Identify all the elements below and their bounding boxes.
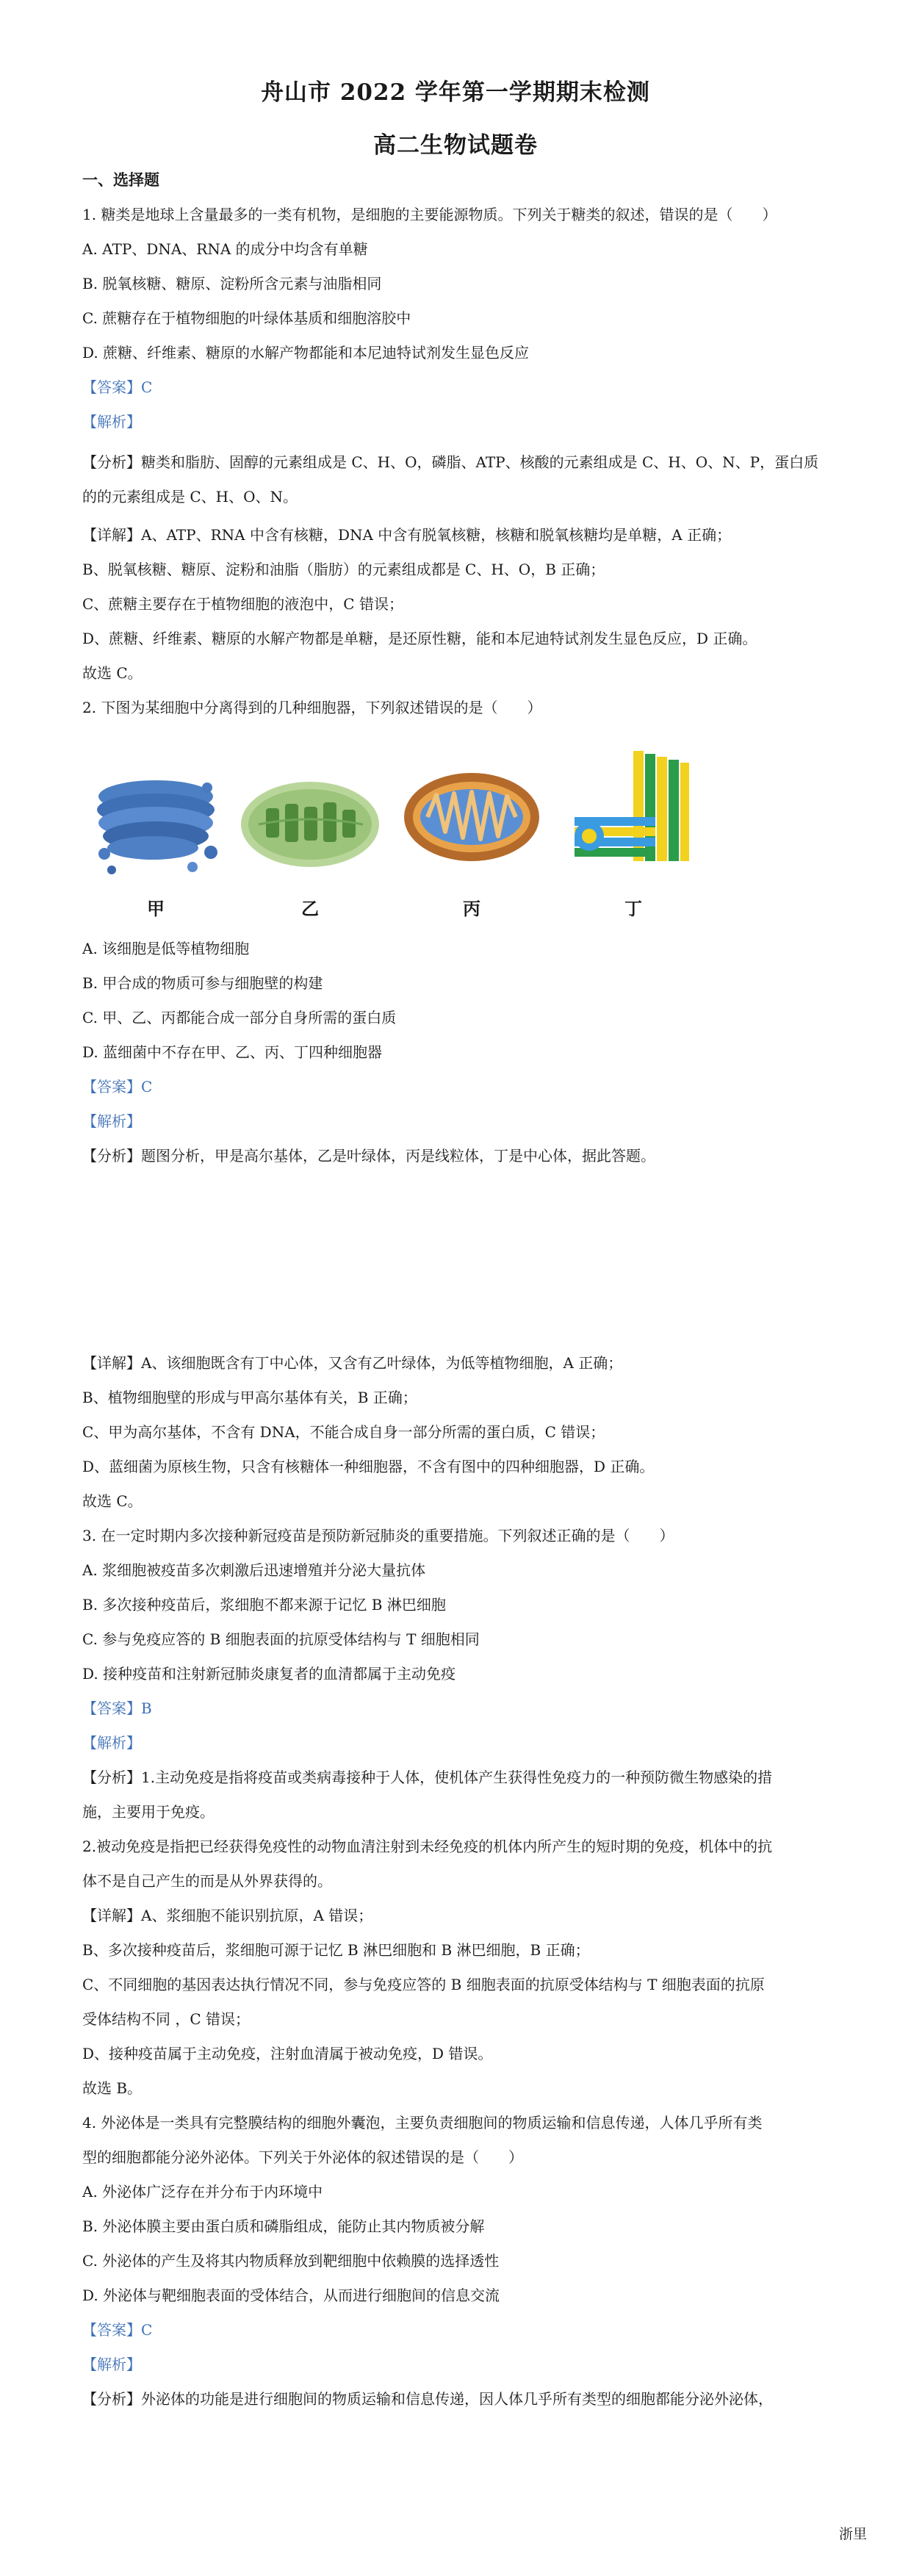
q3-option-b: B. 多次接种疫苗后，浆细胞不都来源于记忆 B 淋巴细胞: [82, 1596, 446, 1613]
q4-answer: 【答案】C: [82, 2321, 153, 2339]
q4-analysis: 【分析】外泌体的功能是进行细胞间的物质运输和信息传递，因人体几乎所有类型的细胞都能分泌外泌体，: [82, 2390, 773, 2408]
q1-jiexi: 【解析】: [82, 413, 141, 431]
q2-jiexi: 【解析】: [82, 1112, 141, 1130]
q1-option-a: A. ATP、DNA、RNA 的成分中均含有单糖: [82, 240, 368, 258]
q4-stem-1: 4. 外泌体是一类具有完整膜结构的细胞外囊泡，主要负责细胞间的物质运输和信息传递，人体几乎所有类: [82, 2114, 763, 2131]
q3-detail-2: B、多次接种疫苗后，浆细胞可源于记忆 B 淋巴细胞和 B 淋巴细胞，B 正确；: [82, 1941, 590, 1959]
q1-analysis: 【分析】糖类和脂肪、固醇的元素组成是 C、H、O，磷脂、ATP、核酸的元素组成是 C、H、O、N、P，蛋白质的的元素组成是 C、H、O、N。: [82, 453, 819, 506]
q1-option-d: D. 蔗糖、纤维素、糖原的水解产物都能和本尼迪特试剂发生显色反应: [82, 344, 530, 361]
q3-stem: 3. 在一定时期内多次接种新冠疫苗是预防新冠肺炎的重要措施。下列叙述正确的是（ ）: [82, 1527, 674, 1544]
figure-label-ding: 丁: [624, 898, 642, 919]
figure-chloroplast: [237, 744, 384, 927]
q1-stem: 1. 糖类是地球上含量最多的一类有机物，是细胞的主要能源物质。下列关于糖类的叙述，错误的是（ ）: [82, 206, 777, 223]
q2-option-a: A. 该细胞是低等植物细胞: [82, 940, 250, 957]
figure-label-bing: 丙: [463, 898, 480, 919]
q2-answer: 【答案】C: [82, 1078, 153, 1095]
figure-centriole: [560, 744, 707, 927]
figure-label-jia: 甲: [147, 898, 165, 919]
q2-detail-5: 故选 C。: [82, 1492, 143, 1510]
q1-detail-2: B、脱氧核糖、糖原、淀粉和油脂（脂肪）的元素组成都是 C、H、O，B 正确；: [82, 561, 605, 578]
q1-detail-1: 【详解】A、ATP、RNA 中含有核糖，DNA 中含有脱氧核糖，核糖和脱氧核糖均是单糖，A 正确；: [82, 526, 732, 544]
q2-option-c: C. 甲、乙、丙都能合成一部分自身所需的蛋白质: [82, 1009, 397, 1026]
q2-detail-1: 【详解】A、该细胞既含有丁中心体，又含有乙叶绿体，为低等植物细胞，A 正确；: [82, 1354, 623, 1372]
q4-option-c: C. 外泌体的产生及将其内物质释放到靶细胞中依赖膜的选择透性: [82, 2252, 500, 2270]
q4-option-d: D. 外泌体与靶细胞表面的受体结合，从而进行细胞间的信息交流: [82, 2287, 500, 2304]
title-line-1: 舟山市 2022 学年第一学期期末检测: [261, 79, 650, 106]
q3-detail-3: C、不同细胞的基因表达执行情况不同，参与免疫应答的 B 细胞表面的抗原受体结构与 T 细胞表面的抗原: [82, 1976, 765, 1993]
figure-golgi: [82, 744, 229, 927]
q3-option-a: A. 浆细胞被疫苗多次刺激后迅速增殖并分泌大量抗体: [82, 1561, 426, 1579]
q2-detail-2: B、植物细胞壁的形成与甲高尔基体有关，B 正确；: [82, 1389, 417, 1406]
organelle-figure: [82, 744, 714, 927]
q1-option-b: B. 脱氧核糖、糖原、淀粉所含元素与油脂相同: [82, 275, 382, 292]
q3-detail-4: 受体结构不同 ，C 错误；: [82, 2010, 251, 2028]
q1-answer: 【答案】C: [82, 378, 153, 396]
q2-option-d: D. 蓝细菌中不存在甲、乙、丙、丁四种细胞器: [82, 1043, 383, 1061]
q2-option-b: B. 甲合成的物质可参与细胞壁的构建: [82, 974, 323, 992]
q2-detail-4: D、蓝细菌为原核生物，只含有核糖体一种细胞器，不含有图中的四种细胞器，D 正确。: [82, 1458, 655, 1475]
page-footer: 浙里: [838, 2526, 867, 2542]
q1-detail-3: C、蔗糖主要存在于植物细胞的液泡中，C 错误；: [82, 595, 403, 613]
q3-analysis-3: 2.被动免疫是指把已经获得免疫性的动物血清注射到未经免疫的机体内所产生的短时期的免疫，机体中的抗: [82, 1838, 773, 1855]
figure-mitochondrion: [398, 744, 545, 927]
title-line-2: 高二生物试题卷: [373, 132, 538, 159]
q4-option-a: A. 外泌体广泛存在并分布于内环境中: [82, 2183, 323, 2201]
q4-option-b: B. 外泌体膜主要由蛋白质和磷脂组成，能防止其内物质被分解: [82, 2217, 485, 2235]
q3-analysis-1: 【分析】1.主动免疫是指将疫苗或类病毒接种于人体，使机体产生获得性免疫力的一种预防微生物感染的措: [82, 1769, 773, 1786]
figure-label-yi: 乙: [301, 898, 319, 919]
q4-jiexi: 【解析】: [82, 2356, 141, 2373]
centriole-icon: [560, 744, 707, 891]
q4-stem-2: 型的细胞都能分泌外泌体。下列关于外泌体的叙述错误的是（ ）: [82, 2148, 523, 2166]
chloroplast-icon: [237, 744, 384, 891]
q3-option-c: C. 参与免疫应答的 B 细胞表面的抗原受体结构与 T 细胞相同: [82, 1630, 480, 1648]
section-heading: 一、选择题: [82, 170, 159, 189]
q3-analysis-2: 施，主要用于免疫。: [82, 1803, 215, 1821]
q3-detail-5: D、接种疫苗属于主动免疫，注射血清属于被动免疫，D 错误。: [82, 2045, 493, 2062]
q3-answer: 【答案】B: [82, 1699, 152, 1717]
q1-detail-5: 故选 C。: [82, 664, 143, 682]
q2-analysis: 【分析】题图分析，甲是高尔基体，乙是叶绿体，丙是线粒体，丁是中心体，据此答题。: [82, 1147, 655, 1165]
q3-analysis-4: 体不是自己产生的而是从外界获得的。: [82, 1872, 332, 1890]
q3-detail-1: 【详解】A、浆细胞不能识别抗原，A 错误；: [82, 1907, 373, 1924]
q1-option-c: C. 蔗糖存在于植物细胞的叶绿体基质和细胞溶胶中: [82, 309, 411, 327]
mitochondrion-icon: [398, 744, 545, 891]
q3-detail-6: 故选 B。: [82, 2079, 143, 2097]
q3-jiexi: 【解析】: [82, 1734, 141, 1752]
q2-stem: 2. 下图为某细胞中分离得到的几种细胞器，下列叙述错误的是（ ）: [82, 699, 542, 716]
q2-detail-3: C、甲为高尔基体，不含有 DNA，不能合成自身一部分所需的蛋白质，C 错误；: [82, 1423, 605, 1441]
golgi-icon: [82, 744, 229, 891]
q3-option-d: D. 接种疫苗和注射新冠肺炎康复者的血清都属于主动免疫: [82, 1665, 456, 1683]
q1-detail-4: D、蔗糖、纤维素、糖原的水解产物都是单糖，是还原性糖，能和本尼迪特试剂发生显色反应，D 正确。: [82, 630, 757, 647]
